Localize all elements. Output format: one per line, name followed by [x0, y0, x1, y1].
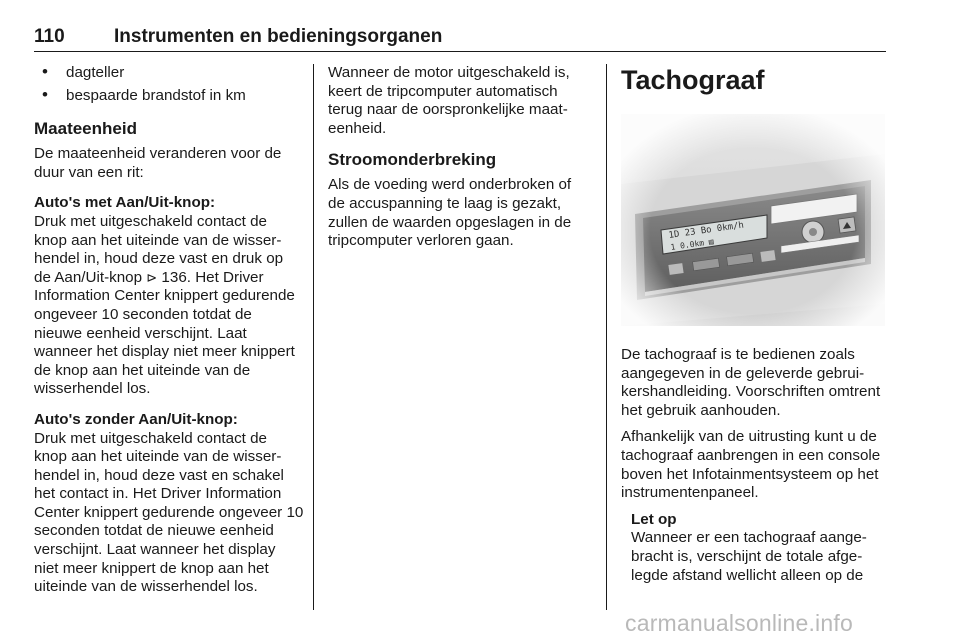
section-title-tachograaf: Tachograaf	[621, 65, 765, 95]
paragraph-text: Druk met uitgeschakeld contact de knop aan het uiteinde van de wisserhendel in, houd deze vast en druk op de Aan/Uit-knop	[34, 212, 284, 286]
note-title: Let op	[631, 510, 677, 528]
paragraph: Afhankelijk van de uitrusting kunt u de tachograaf aanbrengen in een console boven het Infotainmentsysteem op het instrumentenpaneel.	[621, 428, 881, 502]
column-3	[621, 64, 889, 585]
note-box	[621, 511, 889, 585]
page-header	[34, 26, 886, 52]
list-item: • dagteller	[34, 64, 304, 83]
subheading: Auto's met Aan/Uit-knop:	[34, 194, 216, 212]
paragraph-text: 136. Het Driver Information Center knippert gedurende ongeveer 10 seconden totdat de nieuwe eenheid verschijnt. Laat wanneer het display niet meer knippert de knop aan het uiteinde van de wisserhendel los.	[34, 268, 295, 398]
list-item: • bespaarde brandstof in km	[34, 87, 304, 106]
chapter-title: Instrumenten en bedieningsorganen	[114, 26, 443, 47]
subheading: Auto's zonder Aan/Uit-knop:	[34, 410, 238, 428]
page-number: 110	[34, 26, 65, 47]
column-divider	[606, 64, 607, 610]
page-reference-arrow-icon[interactable]: ⊳	[146, 269, 158, 285]
paragraph: Wanneer de motor uitgeschakeld is, keert de tripcomputer automatisch terug naar de oorspronkelijke maateenheid.	[328, 64, 570, 137]
note-text: Wanneer er een tachograaf aangebracht is, verschijnt de totale afgelegde afstand wellicht alleen op de	[631, 529, 867, 584]
section-heading-stroomonderbreking: Stroomonderbreking	[328, 150, 497, 170]
paragraph-with-button	[34, 194, 304, 399]
watermark: carmanualsonline.info	[625, 610, 853, 636]
paragraph: De tachograaf is te bedienen zoals aangegeven in de geleverde gebruikershandleiding. Voorschriften omtrent het gebruik aanhouden.	[621, 346, 881, 419]
bullet-list	[34, 64, 304, 105]
column-1	[34, 64, 304, 609]
paragraph-text: Druk met uitgeschakeld contact de knop aan het uiteinde van de wisserhendel in, houd deze vast en schakel het contact in. Het Driver Information Center knippert gedurende ongeveer 10 seconden totdat de nieuwe eenheid verschijnt. Laat wanneer het display niet meer knippert de knop aan het uiteinde van de wisserhendel los.	[34, 429, 304, 596]
tachograph-photo	[621, 114, 885, 326]
paragraph: De maateenheid veranderen voor de duur van een rit:	[34, 145, 282, 181]
column-2	[328, 64, 590, 263]
section-heading-maateenheid: Maateenheid	[34, 119, 137, 139]
column-divider	[313, 64, 314, 610]
paragraph-without-button	[34, 411, 304, 597]
paragraph: Als de voeding werd onderbroken of de accuspanning te laag is gezakt, zullen de waarden opgeslagen in de tripcomputer verloren gaan.	[328, 176, 572, 250]
